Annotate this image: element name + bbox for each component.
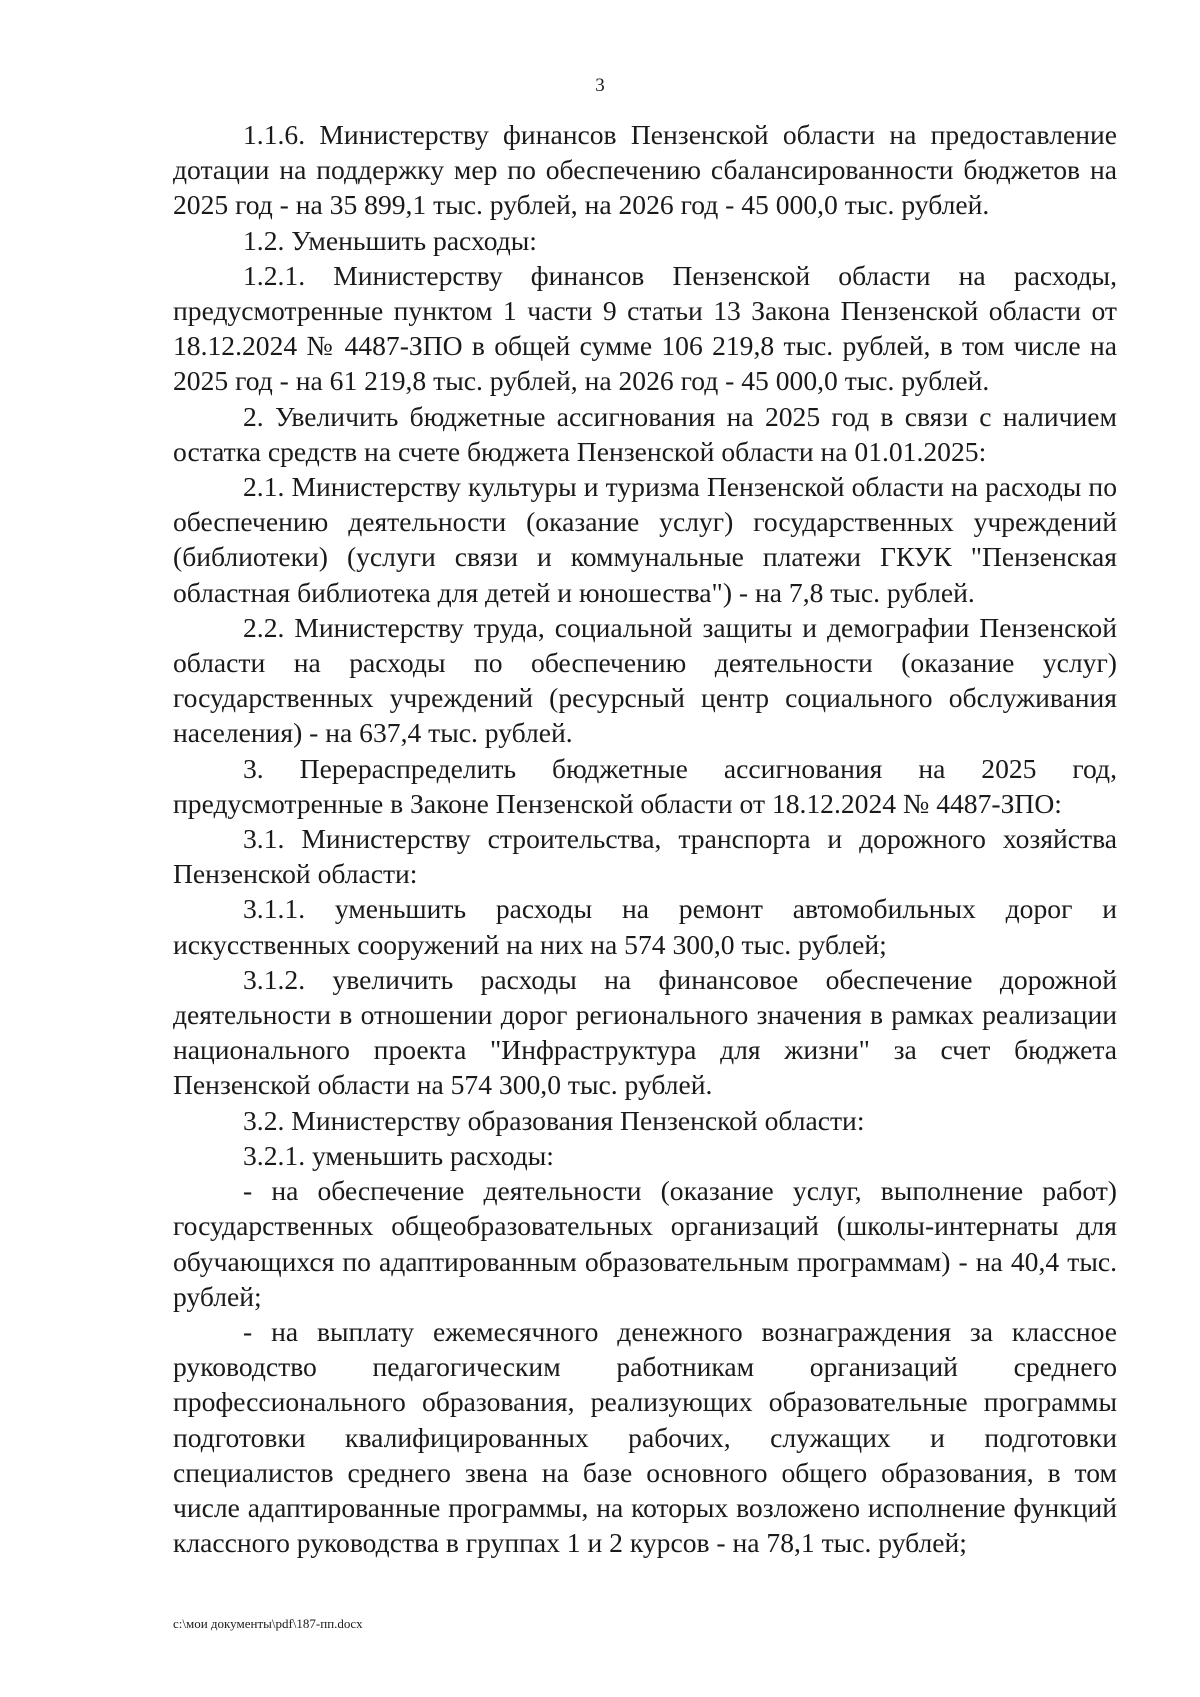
paragraph-3-1-1: 3.1.1. уменьшить расходы на ремонт автомобильных дорог и искусственных сооружений на них на 574 300,0 тыс. рублей; [173,893,1117,960]
paragraph-3-1: 3.1. Министерству строительства, транспорта и дорожного хозяйства Пензенской области: [173,823,1117,890]
paragraph-1-1-6: 1.1.6. Министерству финансов Пензенской области на предоставление дотации на поддержку мер по обеспечению сбалансированности бюджетов на 2025 год - на 35 899,1 тыс. рублей, на 2026 год - 45 000,0 тыс. рублей. [173,119,1117,221]
paragraph-2: 2. Увеличить бюджетные ассигнования на 2025 год в связи с наличием остатка средств на счете бюджета Пензенской области на 01.01.2025: [173,400,1117,467]
paragraph-3-2: 3.2. Министерству образования Пензенской области: [243,1104,865,1136]
paragraph-bullet-2: - на выплату ежемесячного денежного вознаграждения за классное руководство педагогическим работникам организаций среднего профессионального образования, реализующих образовательные программы подготовки квалифицированных рабочих, служащих и подготовки специалистов среднего звена на базе основного общего образования, в том числе адаптированные программы, на которых возложено исполнение функций классного руководства в группах 1 и 2 курсов - на 78,1 тыс. рублей; [173,1315,1117,1559]
document-body [173,117,1117,1560]
paragraph-3-1-2: 3.1.2. увеличить расходы на финансовое обеспечение дорожной деятельности в отношении дорог регионального значения в рамках реализации национального проекта "Инфраструктура для жизни" за счет бюджета Пензенской области на 574 300,0 тыс. рублей. [173,963,1117,1101]
paragraph-2-1: 2.1. Министерству культуры и туризма Пензенской области на расходы по обеспечению деятельности (оказание услуг) государственных учреждений (библиотеки) (услуги связи и коммунальные платежи ГКУК "Пензенская областная библиотека для детей и юношества") - на 7,8 тыс. рублей. [173,471,1117,608]
paragraph-1-2: 1.2. Уменьшить расходы: [243,224,537,256]
page-number: 3 [595,75,605,96]
paragraph-3: 3. Перераспределить бюджетные ассигнования на 2025 год, предусмотренные в Законе Пензенской области от 18.12.2024 № 4487-ЗПО: [173,752,1117,819]
paragraph-1-2-1: 1.2.1. Министерству финансов Пензенской области на расходы, предусмотренные пунктом 1 части 9 статьи 13 Закона Пензенской области от 18.12.2024 № 4487-ЗПО в общей сумме 106 219,8 тыс. рублей, в том числе на 2025 год - на 61 219,8 тыс. рублей, на 2026 год - 45 000,0 тыс. рублей. [173,259,1117,397]
footer-file-path: c:\мои документы\pdf\187-пп.docx [173,1616,363,1631]
paragraph-3-2-1: 3.2.1. уменьшить расходы: [243,1139,554,1171]
paragraph-bullet-1: - на обеспечение деятельности (оказание услуг, выполнение работ) государственных общеобразовательных организаций (школы-интернаты для обучающихся по адаптированным образовательным программам) - на 40,4 тыс. рублей; [173,1175,1117,1312]
paragraph-2-2: 2.2. Министерству труда, социальной защиты и демографии Пензенской области на расходы по обеспечению деятельности (оказание услуг) государственных учреждений (ресурсный центр социального обслуживания населения) - на 637,4 тыс. рублей. [173,611,1117,749]
